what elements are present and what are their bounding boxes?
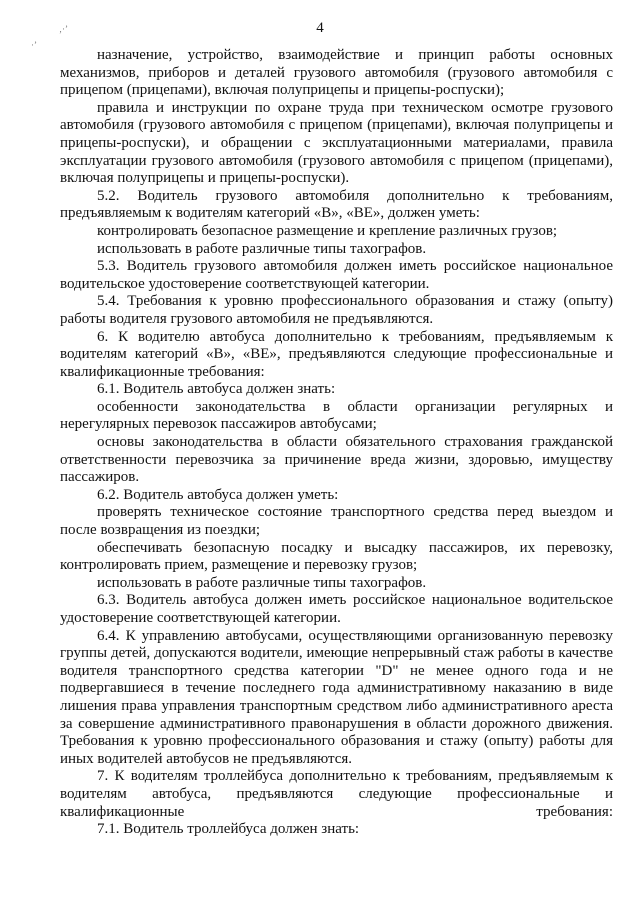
paragraph: основы законодательства в области обязательного страхования гражданской ответственности перевозчика за причинение вреда жизни, здоровью, имуществу пассажиров. [60, 434, 613, 486]
margin-mark: ·’ [31, 40, 37, 50]
paragraph: 6.1. Водитель автобуса должен знать: [97, 381, 336, 398]
paragraph: использовать в работе различные типы тахографов. [97, 574, 427, 591]
paragraph: 7.1. Водитель троллейбуса должен знать: [97, 821, 360, 838]
paragraph: 5.3. Водитель грузового автомобиля должен иметь российское национальное водительское удостоверение соответствующей категории. [60, 258, 613, 292]
paragraph: правила и инструкции по охране труда при техническом осмотре грузового автомобиля (грузового автомобиля с прицепом (прицепами), включая полуприцепы и прицепы-роспуски), и обращении с эксплуатационными материалами, правила эксплуатации грузового автомобиля (грузового автомобиля с прицепом (прицепами), включая полуприцепы и прицепы-роспуски). [60, 99, 613, 187]
paragraph: назначение, устройство, взаимодействие и принцип работы основных механизмов, приборов и деталей грузового автомобиля (грузового автомобиля с прицепом (прицепами), включая полуприцепы и прицепы-роспуски); [60, 47, 613, 99]
page-number: 4 [316, 20, 324, 36]
paragraph: 6.2. Водитель автобуса должен уметь: [97, 486, 339, 503]
margin-mark: ‚·’ [59, 24, 68, 34]
paragraph: 7. К водителям троллейбуса дополнительно к требованиям, предъявляемым к водителям автобуса, предъявляются следующие профессиональные и квалификационные требования: [60, 768, 613, 820]
paragraph: 6. К водителю автобуса дополнительно к требованиям, предъявляемым к водителям категорий «В», «ВЕ», предъявляются следующие профессиональные и квалификационные требования: [60, 328, 613, 380]
paragraph: 5.2. Водитель грузового автомобиля дополнительно к требованиям, предъявляемым к водителям категорий «В», «ВЕ», должен уметь: [60, 187, 613, 222]
paragraph: обеспечивать безопасную посадку и высадку пассажиров, их перевозку, контролировать прием, размещение и перевозку грузов; [60, 539, 613, 574]
paragraph: контролировать безопасное размещение и крепление различных грузов; [97, 222, 558, 239]
paragraph: проверять техническое состояние транспортного средства перед выездом и после возвращения из поездки; [60, 504, 613, 539]
paragraph: 6.3. Водитель автобуса должен иметь российское национальное водительское удостоверение соответствующей категории. [60, 592, 613, 626]
paragraph: использовать в работе различные типы тахографов. [97, 240, 427, 257]
paragraph: 5.4. Требования к уровню профессионального образования и стажу (опыту) работы водителя грузового автомобиля не предъявляются. [60, 293, 613, 327]
paragraph: особенности законодательства в области организации регулярных и нерегулярных перевозок пассажиров автобусами; [60, 398, 613, 433]
paragraph: 6.4. К управлению автобусами, осуществляющими организованную перевозку группы детей, допускаются водители, имеющие непрерывный стаж работы в качестве водителя транспортного средства категории "D" не менее одного года и не подвергавшиеся в течение последнего года административному наказанию в виде лишения права управления транспортным средством либо административного ареста за совершение административного правонарушения в области дорожного движения. Требования к уровню профессионального образования и стажу (опыту) работы для иных водителей автобусов не предъявляются. [60, 627, 613, 767]
document-body [60, 47, 613, 839]
